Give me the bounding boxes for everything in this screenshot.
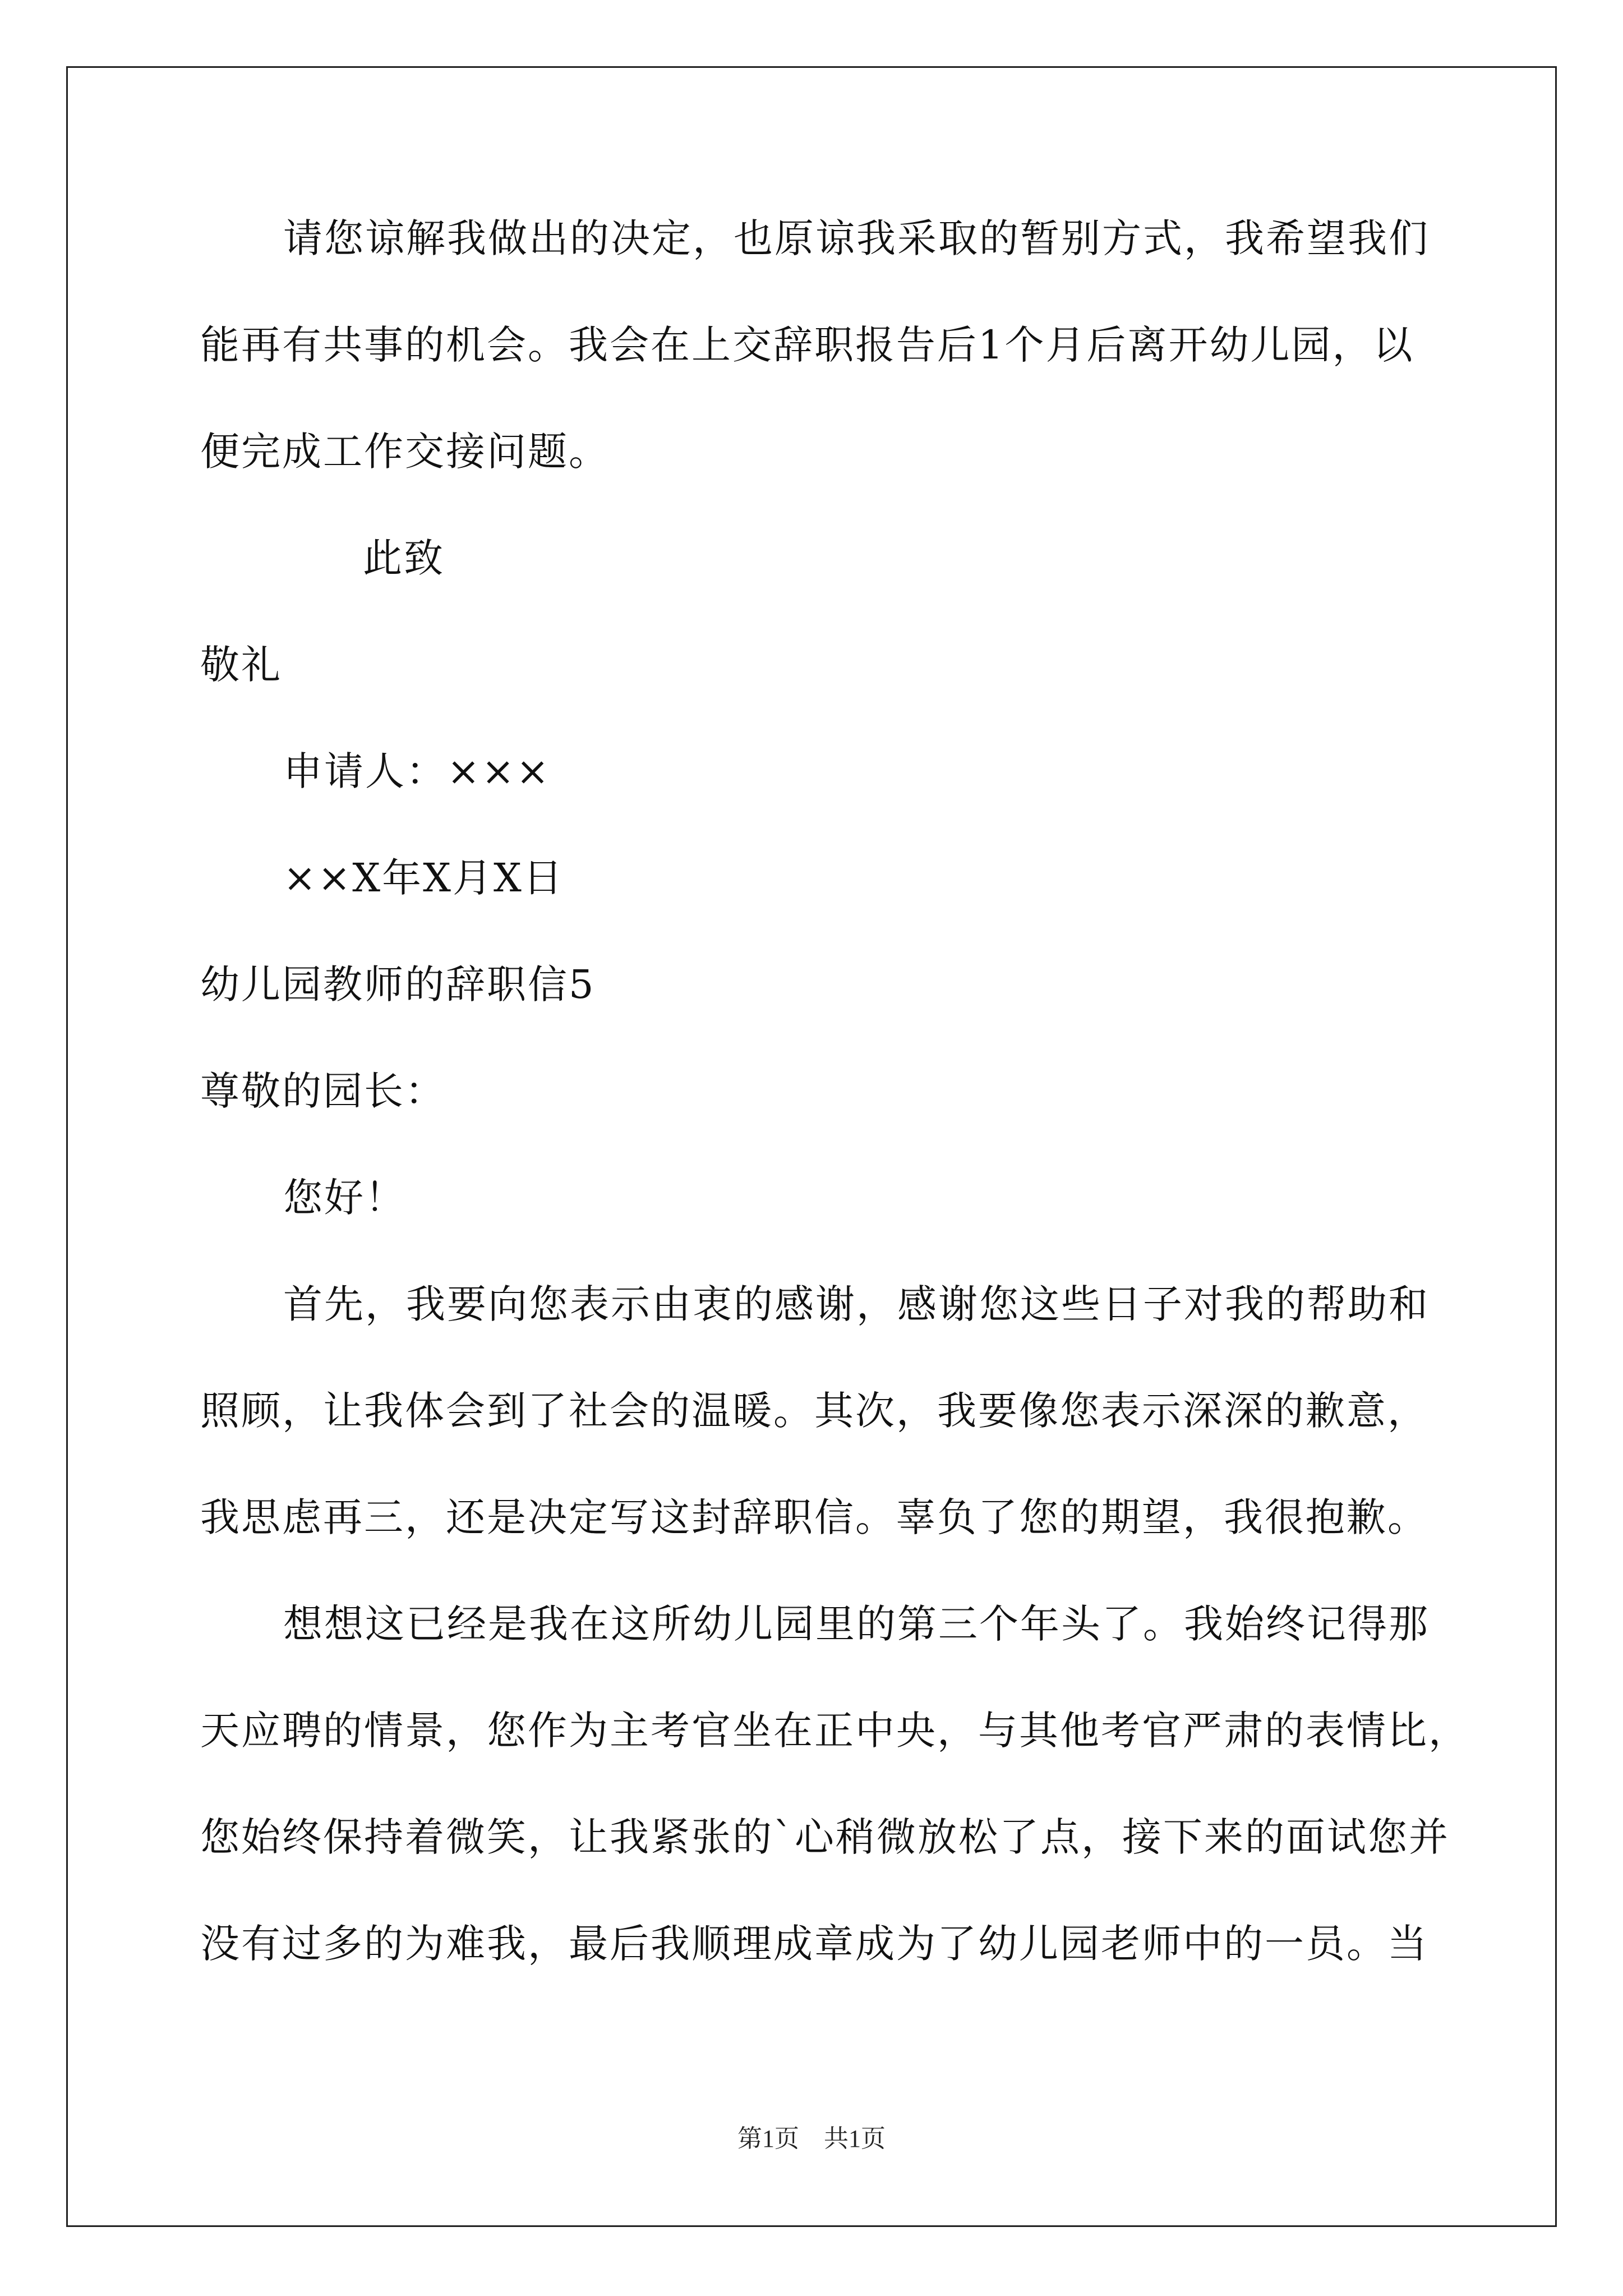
paragraph-line: 能再有共事的机会。我会在上交辞职报告后1个月后离开幼儿园，以 [200,322,1414,368]
recipient-salutation: 尊敬的园长： [200,1068,446,1114]
page-border [66,66,1557,2227]
closing-salutation: 此致 [363,535,445,581]
applicant-signature: 申请人：××× [283,748,551,794]
page-footer: 第1页 共1页 [737,2125,886,2152]
closing-regards: 敬礼 [200,642,282,688]
paragraph-line: 首先，我要向您表示由衷的感谢，感谢您这些日子对我的帮助和 [283,1281,1430,1327]
paragraph-line: 没有过多的为难我，最后我顺理成章成为了幼儿园老师中的一员。当 [200,1921,1428,1967]
paragraph-line: 照顾，让我体会到了社会的温暖。其次，我要像您表示深深的歉意， [200,1388,1428,1434]
paragraph-line: 您始终保持着微笑，让我紧张的`心稍微放松了点，接下来的面试您并 [200,1814,1450,1860]
paragraph-line: 我思虑再三，还是决定写这封辞职信。辜负了您的期望，我很抱歉。 [200,1494,1428,1540]
paragraph-line: 便完成工作交接问题。 [200,429,610,475]
paragraph-line: 天应聘的情景，您作为主考官坐在正中央，与其他考官严肃的表情比， [200,1708,1469,1754]
paragraph-line: 请您谅解我做出的决定，也原谅我采取的暂别方式，我希望我们 [283,215,1430,261]
greeting: 您好！ [283,1175,406,1221]
section-title: 幼儿园教师的辞职信5 [200,961,596,1007]
letter-date: ××X年X月X日 [283,855,564,901]
paragraph-line: 想想这已经是我在这所幼儿园里的第三个年头了。我始终记得那 [283,1601,1430,1647]
